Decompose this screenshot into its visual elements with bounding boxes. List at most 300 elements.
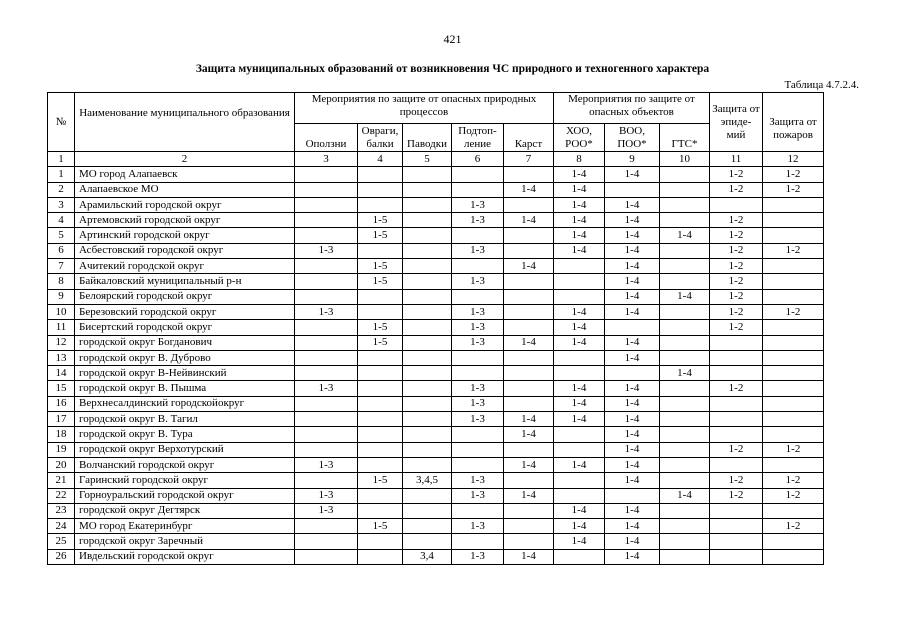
measure-cell: 1-3 bbox=[452, 412, 504, 427]
measure-cell bbox=[452, 350, 504, 365]
measure-cell bbox=[403, 167, 452, 182]
measure-cell: 1-4 bbox=[605, 228, 660, 243]
table-row bbox=[48, 366, 824, 381]
measure-cell: 1-2 bbox=[763, 243, 824, 258]
municipality-name: Гаринский городской округ bbox=[75, 473, 295, 488]
measure-cell: 1-5 bbox=[358, 213, 403, 228]
measure-cell bbox=[763, 228, 824, 243]
measure-cell: 3,4 bbox=[403, 549, 452, 564]
measure-cell: 1-4 bbox=[554, 197, 605, 212]
measure-cell: 1-2 bbox=[710, 182, 763, 197]
column-number: 5 bbox=[403, 152, 452, 167]
measure-cell bbox=[403, 213, 452, 228]
measure-cell bbox=[660, 519, 710, 534]
measure-cell: 1-4 bbox=[504, 457, 554, 472]
header-group-hazard: Мероприятия по защите от опасных объектов bbox=[554, 93, 710, 124]
measure-cell: 1-2 bbox=[710, 442, 763, 457]
measure-cell bbox=[660, 167, 710, 182]
measure-cell bbox=[554, 427, 605, 442]
measure-cell bbox=[358, 381, 403, 396]
measure-cell: 1-4 bbox=[605, 503, 660, 518]
measure-cell bbox=[763, 350, 824, 365]
header-num: № bbox=[48, 93, 75, 152]
measure-cell bbox=[710, 549, 763, 564]
measure-cell bbox=[660, 350, 710, 365]
measure-cell bbox=[763, 259, 824, 274]
measure-cell bbox=[295, 412, 358, 427]
column-number: 8 bbox=[554, 152, 605, 167]
measure-cell bbox=[710, 197, 763, 212]
municipality-name: Волчанский городской округ bbox=[75, 457, 295, 472]
measure-cell bbox=[295, 534, 358, 549]
measure-cell bbox=[660, 457, 710, 472]
measure-cell bbox=[452, 457, 504, 472]
measure-cell bbox=[358, 167, 403, 182]
measure-cell: 1-2 bbox=[763, 304, 824, 319]
table-row bbox=[48, 519, 824, 534]
measure-cell: 1-4 bbox=[605, 350, 660, 365]
measure-cell: 1-5 bbox=[358, 228, 403, 243]
table-row bbox=[48, 197, 824, 212]
measure-cell: 1-3 bbox=[295, 243, 358, 258]
measure-cell: 1-4 bbox=[554, 457, 605, 472]
measure-cell bbox=[763, 289, 824, 304]
measure-cell bbox=[452, 228, 504, 243]
municipality-name: Арамильский городской округ bbox=[75, 197, 295, 212]
measure-cell: 1-3 bbox=[452, 549, 504, 564]
measure-cell: 1-4 bbox=[554, 167, 605, 182]
header-karst: Карст bbox=[504, 124, 554, 152]
row-number: 3 bbox=[48, 197, 75, 212]
measure-cell bbox=[504, 350, 554, 365]
table-row bbox=[48, 442, 824, 457]
measure-cell: 1-4 bbox=[504, 412, 554, 427]
measure-cell bbox=[504, 381, 554, 396]
measure-cell: 1-4 bbox=[554, 228, 605, 243]
measure-cell: 1-2 bbox=[710, 381, 763, 396]
column-number: 2 bbox=[75, 152, 295, 167]
measure-cell bbox=[710, 366, 763, 381]
measure-cell: 1-4 bbox=[504, 549, 554, 564]
measure-cell bbox=[403, 381, 452, 396]
measure-cell bbox=[504, 503, 554, 518]
measure-cell bbox=[452, 366, 504, 381]
header-gts: ГТС* bbox=[660, 124, 710, 152]
measure-cell bbox=[660, 182, 710, 197]
measure-cell bbox=[358, 243, 403, 258]
measure-cell: 1-4 bbox=[605, 442, 660, 457]
measure-cell bbox=[403, 488, 452, 503]
measure-cell: 1-4 bbox=[660, 228, 710, 243]
measure-cell bbox=[403, 289, 452, 304]
table-row bbox=[48, 228, 824, 243]
measure-cell bbox=[660, 473, 710, 488]
measure-cell bbox=[660, 549, 710, 564]
row-number: 17 bbox=[48, 412, 75, 427]
measure-cell: 1-3 bbox=[452, 243, 504, 258]
measure-cell: 1-4 bbox=[554, 335, 605, 350]
measure-cell: 1-5 bbox=[358, 320, 403, 335]
measure-cell: 1-4 bbox=[605, 381, 660, 396]
municipality-name: Алапаевское МО bbox=[75, 182, 295, 197]
measure-cell bbox=[295, 519, 358, 534]
measure-cell bbox=[403, 243, 452, 258]
municipality-name: Байкаловский муниципальный р-н bbox=[75, 274, 295, 289]
table-row bbox=[48, 213, 824, 228]
measure-cell: 1-4 bbox=[605, 259, 660, 274]
table-row bbox=[48, 412, 824, 427]
header-underflooding: Подтоп-ление bbox=[452, 124, 504, 152]
municipality-name: городской округ Богданович bbox=[75, 335, 295, 350]
measure-cell: 1-3 bbox=[295, 457, 358, 472]
measure-cell: 1-2 bbox=[710, 167, 763, 182]
measure-cell: 1-4 bbox=[660, 488, 710, 503]
measure-cell bbox=[660, 243, 710, 258]
measure-cell bbox=[403, 228, 452, 243]
table-row bbox=[48, 259, 824, 274]
table-row bbox=[48, 289, 824, 304]
page-number: 421 bbox=[443, 32, 462, 46]
measure-cell bbox=[554, 549, 605, 564]
header-voo: ВОО, ПОО* bbox=[605, 124, 660, 152]
measure-cell bbox=[403, 335, 452, 350]
table-row bbox=[48, 350, 824, 365]
measure-cell bbox=[660, 274, 710, 289]
measure-cell: 1-4 bbox=[605, 243, 660, 258]
row-number: 10 bbox=[48, 304, 75, 319]
measure-cell: 1-5 bbox=[358, 259, 403, 274]
municipality-name: МО город Алапаевск bbox=[75, 167, 295, 182]
measure-cell: 1-4 bbox=[605, 335, 660, 350]
measure-cell bbox=[710, 412, 763, 427]
measure-cell: 1-4 bbox=[605, 274, 660, 289]
measure-cell: 1-4 bbox=[605, 427, 660, 442]
measure-cell bbox=[504, 243, 554, 258]
measure-cell: 1-3 bbox=[452, 335, 504, 350]
measure-cell: 1-2 bbox=[763, 488, 824, 503]
measure-cell bbox=[763, 427, 824, 442]
measure-cell bbox=[763, 335, 824, 350]
measure-cell: 1-2 bbox=[710, 274, 763, 289]
measure-cell: 3,4,5 bbox=[403, 473, 452, 488]
municipality-name: Артинский городской округ bbox=[75, 228, 295, 243]
row-number: 18 bbox=[48, 427, 75, 442]
municipality-name: Артемовский городской округ bbox=[75, 213, 295, 228]
municipality-name: Бисертский городской округ bbox=[75, 320, 295, 335]
municipality-name: городской округ В. Тагил bbox=[75, 412, 295, 427]
measure-cell: 1-2 bbox=[710, 304, 763, 319]
table-row bbox=[48, 167, 824, 182]
row-number: 16 bbox=[48, 396, 75, 411]
measure-cell bbox=[452, 167, 504, 182]
measure-cell bbox=[660, 427, 710, 442]
measure-cell: 1-4 bbox=[504, 259, 554, 274]
measure-cell: 1-3 bbox=[452, 320, 504, 335]
measure-cell bbox=[295, 549, 358, 564]
municipality-name: городской округ В. Дуброво bbox=[75, 350, 295, 365]
measure-cell: 1-5 bbox=[358, 335, 403, 350]
table-row bbox=[48, 274, 824, 289]
measure-cell: 1-3 bbox=[452, 396, 504, 411]
measure-cell: 1-3 bbox=[452, 488, 504, 503]
measure-cell bbox=[763, 381, 824, 396]
measure-cell bbox=[554, 259, 605, 274]
measure-cell bbox=[403, 350, 452, 365]
measure-cell bbox=[504, 274, 554, 289]
measure-cell bbox=[295, 182, 358, 197]
measure-cell bbox=[710, 503, 763, 518]
column-number: 7 bbox=[504, 152, 554, 167]
measure-cell bbox=[295, 320, 358, 335]
measure-cell: 1-3 bbox=[295, 304, 358, 319]
measure-cell bbox=[763, 549, 824, 564]
measure-cell bbox=[504, 228, 554, 243]
measure-cell bbox=[358, 304, 403, 319]
measure-cell: 1-3 bbox=[295, 503, 358, 518]
measure-cell bbox=[710, 519, 763, 534]
measure-cell bbox=[358, 442, 403, 457]
measure-cell bbox=[358, 182, 403, 197]
measure-cell bbox=[605, 366, 660, 381]
table-row bbox=[48, 534, 824, 549]
measure-cell: 1-3 bbox=[295, 381, 358, 396]
table-row bbox=[48, 182, 824, 197]
measure-cell bbox=[660, 503, 710, 518]
header-group-natural: Мероприятия по защите от опасных природных процессов bbox=[295, 93, 554, 124]
municipality-name: МО город Екатеринбург bbox=[75, 519, 295, 534]
table-row bbox=[48, 457, 824, 472]
measure-cell: 1-4 bbox=[554, 534, 605, 549]
table-row bbox=[48, 304, 824, 319]
measure-cell bbox=[358, 366, 403, 381]
table-row bbox=[48, 320, 824, 335]
measure-cell bbox=[403, 427, 452, 442]
measure-cell: 1-2 bbox=[710, 320, 763, 335]
municipality-name: Белоярский городской округ bbox=[75, 289, 295, 304]
measure-cell bbox=[763, 396, 824, 411]
measure-cell bbox=[452, 442, 504, 457]
measure-cell: 1-2 bbox=[710, 243, 763, 258]
measure-cell bbox=[403, 457, 452, 472]
column-number: 11 bbox=[710, 152, 763, 167]
measure-cell bbox=[710, 335, 763, 350]
measure-cell bbox=[295, 442, 358, 457]
measure-cell: 1-2 bbox=[763, 473, 824, 488]
measure-cell bbox=[403, 503, 452, 518]
row-number: 4 bbox=[48, 213, 75, 228]
measure-cell bbox=[403, 534, 452, 549]
measure-cell bbox=[763, 366, 824, 381]
municipality-name: Ивдельский городской округ bbox=[75, 549, 295, 564]
measure-cell bbox=[605, 182, 660, 197]
table-row bbox=[48, 473, 824, 488]
row-number: 14 bbox=[48, 366, 75, 381]
table-body bbox=[48, 152, 824, 565]
measure-cell bbox=[358, 534, 403, 549]
measure-cell bbox=[403, 442, 452, 457]
column-number: 4 bbox=[358, 152, 403, 167]
row-number: 15 bbox=[48, 381, 75, 396]
measure-cell bbox=[660, 197, 710, 212]
measure-cell bbox=[554, 274, 605, 289]
measure-cell bbox=[403, 519, 452, 534]
municipality-name: городской округ Заречный bbox=[75, 534, 295, 549]
row-number: 12 bbox=[48, 335, 75, 350]
header-ravines: Овраги, балки bbox=[358, 124, 403, 152]
table-row bbox=[48, 488, 824, 503]
measure-cell bbox=[403, 412, 452, 427]
measure-cell bbox=[403, 304, 452, 319]
measure-cell bbox=[660, 412, 710, 427]
measure-cell: 1-3 bbox=[452, 197, 504, 212]
municipality-name: городской округ В. Пышма bbox=[75, 381, 295, 396]
measure-cell bbox=[295, 396, 358, 411]
measure-cell bbox=[763, 213, 824, 228]
measure-cell bbox=[660, 396, 710, 411]
measure-cell: 1-4 bbox=[660, 289, 710, 304]
measure-cell: 1-4 bbox=[605, 519, 660, 534]
measure-cell bbox=[295, 197, 358, 212]
measure-cell bbox=[605, 488, 660, 503]
row-number: 7 bbox=[48, 259, 75, 274]
measure-cell bbox=[295, 289, 358, 304]
measure-cell bbox=[554, 350, 605, 365]
measure-cell bbox=[358, 197, 403, 212]
municipality-name: городской округ Верхотурский bbox=[75, 442, 295, 457]
row-number: 21 bbox=[48, 473, 75, 488]
measure-cell bbox=[358, 503, 403, 518]
measure-cell bbox=[358, 457, 403, 472]
measure-cell: 1-3 bbox=[295, 488, 358, 503]
measure-cell bbox=[295, 167, 358, 182]
measure-cell: 1-4 bbox=[605, 167, 660, 182]
column-number: 3 bbox=[295, 152, 358, 167]
table-row bbox=[48, 427, 824, 442]
measure-cell: 1-3 bbox=[452, 274, 504, 289]
measure-cell: 1-4 bbox=[605, 473, 660, 488]
measure-cell: 1-3 bbox=[452, 213, 504, 228]
measure-cell bbox=[710, 350, 763, 365]
measure-cell bbox=[504, 473, 554, 488]
row-number: 8 bbox=[48, 274, 75, 289]
measure-cell: 1-4 bbox=[605, 534, 660, 549]
measure-cell: 1-2 bbox=[710, 488, 763, 503]
measure-cell: 1-4 bbox=[504, 335, 554, 350]
table-label: Таблица 4.7.2.4. bbox=[784, 79, 859, 91]
row-number: 26 bbox=[48, 549, 75, 564]
measure-cell bbox=[710, 457, 763, 472]
measure-cell: 1-4 bbox=[554, 381, 605, 396]
measure-cell bbox=[295, 274, 358, 289]
measure-cell bbox=[710, 427, 763, 442]
measure-cell bbox=[295, 213, 358, 228]
measure-cell bbox=[358, 549, 403, 564]
header-khoo: ХОО, РОО* bbox=[554, 124, 605, 152]
municipality-name: Горноуральский городской округ bbox=[75, 488, 295, 503]
measure-cell bbox=[295, 350, 358, 365]
column-number: 10 bbox=[660, 152, 710, 167]
measure-cell bbox=[295, 427, 358, 442]
measure-cell: 1-4 bbox=[605, 197, 660, 212]
measure-cell: 1-4 bbox=[504, 488, 554, 503]
row-number: 11 bbox=[48, 320, 75, 335]
measure-cell bbox=[660, 304, 710, 319]
header-epidemic: Защита от эпиде-мий bbox=[710, 93, 763, 152]
measure-cell: 1-4 bbox=[554, 304, 605, 319]
measure-cell bbox=[660, 213, 710, 228]
measure-cell: 1-3 bbox=[452, 304, 504, 319]
measure-cell: 1-4 bbox=[554, 213, 605, 228]
measure-cell bbox=[358, 350, 403, 365]
measure-cell bbox=[554, 366, 605, 381]
measure-cell bbox=[295, 473, 358, 488]
measure-cell bbox=[358, 289, 403, 304]
measure-cell bbox=[452, 503, 504, 518]
measure-cell bbox=[504, 320, 554, 335]
measure-cell bbox=[504, 396, 554, 411]
measure-cell: 1-2 bbox=[710, 228, 763, 243]
table-row bbox=[48, 335, 824, 350]
municipality-name: Березовский городской округ bbox=[75, 304, 295, 319]
table-row bbox=[48, 396, 824, 411]
header-landslides: Оползни bbox=[295, 124, 358, 152]
measure-cell bbox=[295, 228, 358, 243]
header-name: Наименование муниципального образования bbox=[75, 93, 295, 152]
table-row bbox=[48, 549, 824, 564]
measure-cell: 1-4 bbox=[554, 519, 605, 534]
measure-cell: 1-2 bbox=[763, 167, 824, 182]
row-number: 1 bbox=[48, 167, 75, 182]
municipality-name: Верхнесалдинский городскойокруг bbox=[75, 396, 295, 411]
measure-cell bbox=[403, 274, 452, 289]
measure-cell: 1-3 bbox=[452, 381, 504, 396]
table-row bbox=[48, 243, 824, 258]
measure-cell bbox=[403, 320, 452, 335]
column-number-row bbox=[48, 152, 824, 167]
measure-cell: 1-4 bbox=[554, 396, 605, 411]
measure-cell bbox=[504, 442, 554, 457]
measure-cell bbox=[403, 197, 452, 212]
measure-cell bbox=[295, 366, 358, 381]
column-number: 6 bbox=[452, 152, 504, 167]
column-number: 9 bbox=[605, 152, 660, 167]
data-table bbox=[47, 92, 824, 565]
measure-cell: 1-4 bbox=[554, 320, 605, 335]
table-row bbox=[48, 503, 824, 518]
measure-cell: 1-4 bbox=[504, 213, 554, 228]
measure-cell bbox=[403, 259, 452, 274]
measure-cell: 1-4 bbox=[504, 182, 554, 197]
measure-cell: 1-4 bbox=[660, 366, 710, 381]
row-number: 22 bbox=[48, 488, 75, 503]
measure-cell bbox=[554, 289, 605, 304]
row-number: 25 bbox=[48, 534, 75, 549]
measure-cell bbox=[358, 396, 403, 411]
measure-cell bbox=[504, 304, 554, 319]
measure-cell bbox=[763, 320, 824, 335]
measure-cell bbox=[763, 457, 824, 472]
measure-cell: 1-4 bbox=[605, 304, 660, 319]
measure-cell bbox=[660, 442, 710, 457]
measure-cell: 1-4 bbox=[605, 396, 660, 411]
measure-cell: 1-3 bbox=[452, 473, 504, 488]
measure-cell: 1-2 bbox=[710, 259, 763, 274]
header-floods: Паводки bbox=[403, 124, 452, 152]
document-title: Защита муниципальных образований от возникновения ЧС природного и техногенного характера bbox=[195, 63, 710, 75]
measure-cell bbox=[295, 335, 358, 350]
municipality-name: городской округ Дегтярск bbox=[75, 503, 295, 518]
measure-cell bbox=[763, 534, 824, 549]
